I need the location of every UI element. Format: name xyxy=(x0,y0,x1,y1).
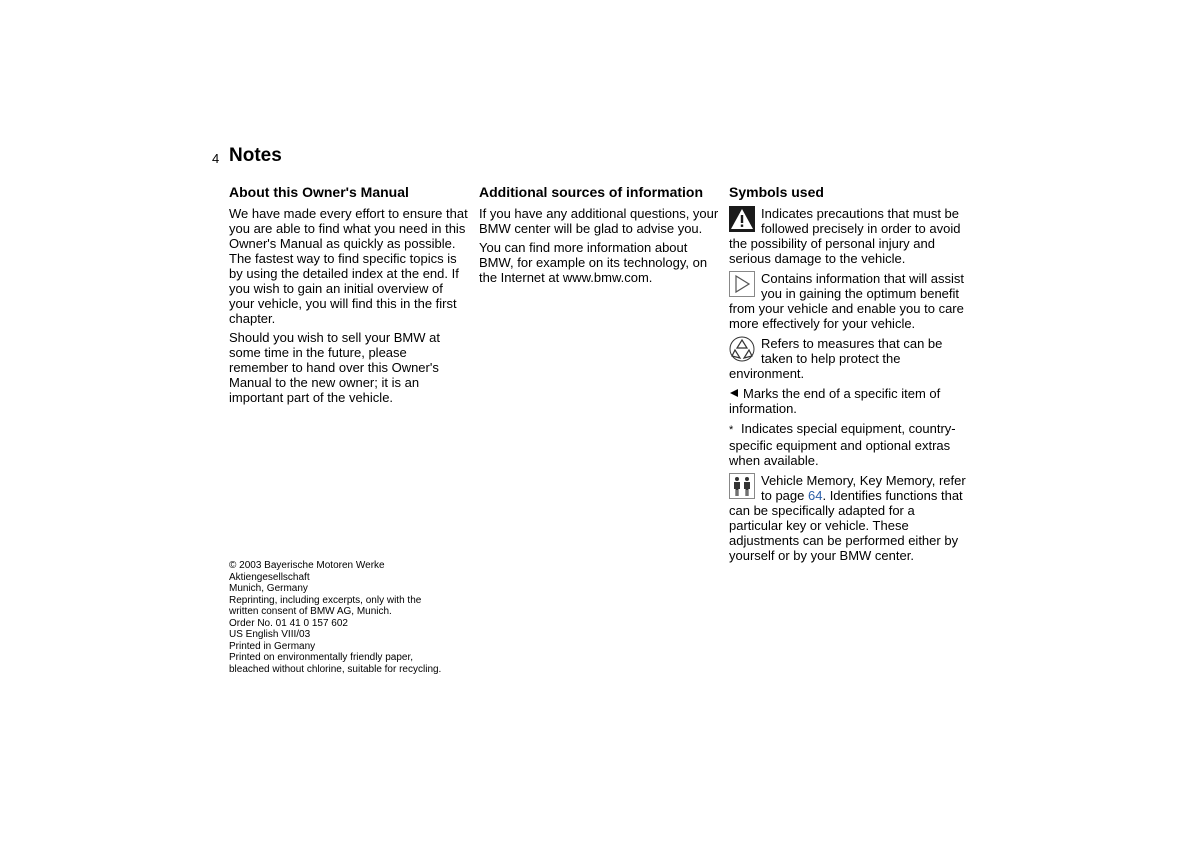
symbol-warning-text: Indicates precautions that must be followed precisely in order to avoid the possibility of personal injury and serious damage to the vehicle. xyxy=(729,206,961,266)
symbol-vehicle-memory-entry xyxy=(729,473,969,563)
symbol-end-marker-text: Marks the end of a specific item of information. xyxy=(729,386,941,416)
recycle-icon xyxy=(729,336,755,362)
symbol-vehicle-memory-text-before: Vehicle Memory, Key Memory, refer to page xyxy=(761,473,966,503)
imprint-line: written consent of BMW AG, Munich. xyxy=(229,606,392,617)
symbols-heading: Symbols used xyxy=(729,184,824,200)
additional-info-paragraph-2: You can find more information about BMW, for example on its technology, on the Internet at www.bmw.com. xyxy=(479,240,708,285)
warning-triangle-icon xyxy=(729,206,755,232)
imprint-block xyxy=(229,560,489,675)
about-manual-section xyxy=(229,184,469,409)
symbol-special-equipment-text: Indicates special equipment, country-specific equipment and optional extras when available. xyxy=(729,421,956,468)
page-number: 4 xyxy=(212,151,220,166)
page-reference-link[interactable]: 64 xyxy=(808,488,823,503)
imprint-line: Reprinting, including excerpts, only with the xyxy=(229,594,422,606)
symbol-warning-entry xyxy=(729,206,969,266)
imprint-line: US English VIII/03 xyxy=(229,629,311,640)
symbol-special-equipment-entry xyxy=(729,421,969,468)
additional-info-section xyxy=(479,184,719,289)
symbol-vehicle-memory-text-after: . Identifies functions that can be specifically adapted for a particular key or vehicle. These adjustments can be performed either by yourself or by your BMW center. xyxy=(729,488,963,563)
additional-info-heading: Additional sources of information xyxy=(479,184,704,200)
imprint-line: Aktiengesellschaft xyxy=(229,571,310,583)
imprint-line: Printed in Germany xyxy=(229,640,316,652)
symbol-info-entry xyxy=(729,271,969,331)
imprint-line: bleached without chlorine, suitable for recycling. xyxy=(229,663,442,675)
info-arrow-icon xyxy=(729,271,755,297)
about-manual-paragraph-2: Should you wish to sell your BMW at some time in the future, please remember to hand over this Owner's Manual to the new owner; it is an important part of the vehicle. xyxy=(229,330,440,405)
symbols-section xyxy=(729,184,969,568)
symbol-environment-text: Refers to measures that can be taken to help protect the environment. xyxy=(729,336,943,381)
imprint-line: Munich, Germany xyxy=(229,583,308,594)
imprint-line: © 2003 Bayerische Motoren Werke xyxy=(229,560,385,571)
about-manual-paragraph-1: We have made every effort to ensure that you are able to find what you need in this Owner's Manual as quickly as possible. The fastest way to find specific topics is by using the detailed index at the end. If you wish to gain an initial overview of your vehicle, you will find this in the first chapter. xyxy=(229,206,468,326)
symbol-info-text: Contains information that will assist you in gaining the optimum benefit from your vehicle and enable you to care more effectively for your vehicle. xyxy=(729,271,965,331)
symbol-end-marker-entry xyxy=(729,386,969,416)
about-manual-heading: About this Owner's Manual xyxy=(229,184,409,200)
personal-profile-icon xyxy=(729,473,755,499)
additional-info-paragraph-1: If you have any additional questions, your BMW center will be glad to advise you. xyxy=(479,206,719,236)
asterisk-symbol: * xyxy=(729,424,734,436)
end-marker-icon xyxy=(729,388,739,398)
imprint-line: Printed on environmentally friendly paper, xyxy=(229,652,413,663)
symbol-environment-entry xyxy=(729,336,969,381)
imprint-line: Order No. 01 41 0 157 602 xyxy=(229,617,348,629)
page-title: Notes xyxy=(229,145,282,166)
